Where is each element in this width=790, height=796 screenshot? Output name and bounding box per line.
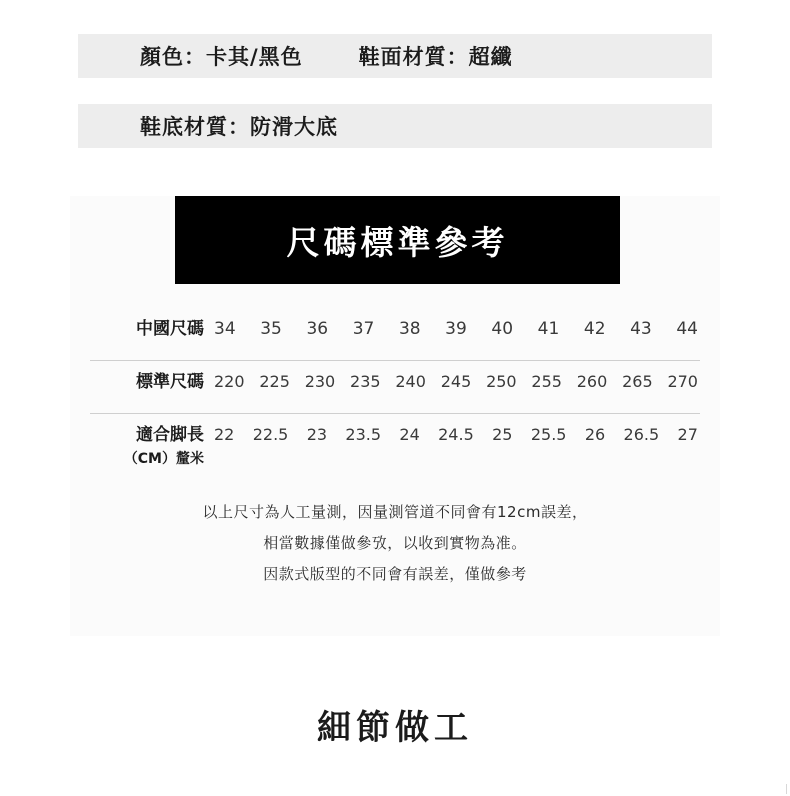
cell: 24 xyxy=(399,425,420,444)
cell: 255 xyxy=(531,372,562,391)
cell: 225 xyxy=(259,372,290,391)
note-line: 因款式版型的不同會有誤差，僅做參考 xyxy=(263,565,527,583)
cell: 38 xyxy=(398,319,421,339)
note-line: 相當數據僅做參攷，以收到實物為准。 xyxy=(263,534,527,552)
cell: 230 xyxy=(304,372,336,391)
cell: 25.5 xyxy=(530,425,567,444)
cell: 42 xyxy=(583,319,606,339)
cell: 24.5 xyxy=(438,425,474,444)
row-label-china-size: 中國尺碼 xyxy=(136,319,204,339)
cell: 27 xyxy=(677,425,698,444)
cell: 36 xyxy=(306,319,329,339)
table-row xyxy=(90,361,700,414)
cell: 25 xyxy=(492,425,513,444)
cell: 26.5 xyxy=(623,425,660,444)
section-heading-details: 細節做工 xyxy=(317,708,473,748)
cell: 23.5 xyxy=(345,425,382,444)
note-line: 以上尺寸為人工量測，因量測管道不同會有12cm誤差， xyxy=(202,503,588,521)
spec-color: 顏色：卡其/黑色 xyxy=(140,45,303,69)
row-values-china-size xyxy=(208,317,700,341)
cell: 40 xyxy=(491,319,514,339)
size-chart-panel xyxy=(70,196,720,636)
row-label-foot-length-unit: （CM）釐米 xyxy=(123,451,204,467)
cell: 23 xyxy=(306,425,328,444)
row-label-foot-length-main: 適合脚長 xyxy=(136,425,204,445)
cell: 22.5 xyxy=(252,425,289,444)
cell: 39 xyxy=(445,319,467,339)
cell: 41 xyxy=(537,319,560,339)
cell: 43 xyxy=(630,319,652,339)
cell: 245 xyxy=(440,372,472,391)
row-label-foot-length xyxy=(90,423,208,471)
table-row xyxy=(90,414,700,480)
corner-tick-decoration xyxy=(786,784,787,794)
cell: 34 xyxy=(214,319,236,339)
cell: 240 xyxy=(395,372,426,391)
table-row xyxy=(90,308,700,361)
row-values-standard-size xyxy=(208,370,700,394)
size-chart-table xyxy=(90,308,700,480)
cell: 250 xyxy=(486,372,517,391)
size-chart-title: 尺碼標準參考 xyxy=(286,222,509,262)
cell: 235 xyxy=(350,372,381,391)
cell: 270 xyxy=(667,372,698,391)
cell: 22 xyxy=(214,425,235,444)
cell: 37 xyxy=(352,319,375,339)
cell: 26 xyxy=(584,425,606,444)
cell: 265 xyxy=(622,372,653,391)
cell: 260 xyxy=(576,372,608,391)
cell: 220 xyxy=(214,372,245,391)
cell: 44 xyxy=(676,319,698,339)
spec-upper-material: 鞋面材質：超纖 xyxy=(358,45,513,69)
spec-bar-row-1 xyxy=(78,34,712,78)
row-label-standard-size: 標準尺碼 xyxy=(136,372,204,392)
spec-sole-material: 鞋底材質：防滑大底 xyxy=(140,115,338,139)
spec-bar-row-2 xyxy=(78,104,712,148)
cell: 35 xyxy=(260,319,282,339)
size-chart-notes xyxy=(70,501,720,594)
row-values-foot-length xyxy=(208,423,700,447)
size-chart-title-band xyxy=(175,196,620,284)
